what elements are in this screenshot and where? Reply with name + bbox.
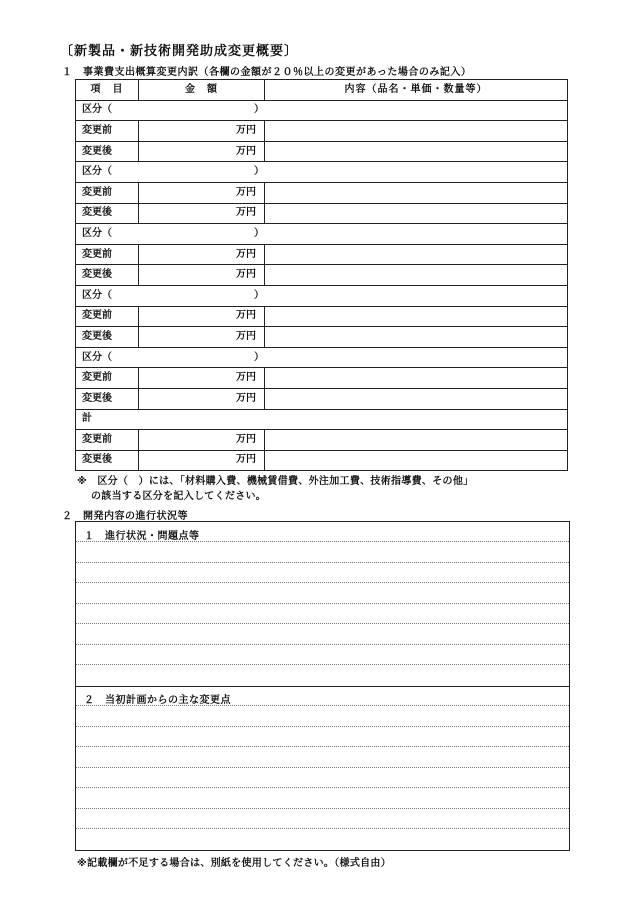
after-content (265, 141, 568, 162)
category-label: 区分（ (82, 227, 112, 239)
after-label: 変更後 (76, 388, 139, 409)
before-content (265, 368, 568, 389)
writing-line (76, 705, 569, 706)
before-amount-unit: 万円 (139, 244, 265, 265)
after-label: 変更後 (76, 265, 139, 286)
writing-line (76, 562, 569, 563)
category-row (76, 347, 568, 368)
before-row (76, 244, 568, 265)
before-amount-unit: 万円 (139, 182, 265, 203)
section1-heading: １ 事業費支出概算変更内訳（各欄の金額が２０％以上の変更があった場合のみ記入） (62, 67, 472, 78)
after-row (76, 203, 568, 224)
writing-line (76, 787, 569, 788)
writing-line (76, 603, 569, 604)
writing-line (76, 828, 569, 829)
category-note-line2: の該当する区分を記入してください。 (91, 491, 267, 502)
writing-line (76, 644, 569, 645)
after-label: 変更後 (76, 327, 139, 348)
category-close: ） (254, 351, 264, 363)
after-content (265, 388, 568, 409)
category-note-line1: ※ 区分（ ）には、「材料購入費、機械賃借費、外注加工費、技術指導費、その他」 (77, 476, 474, 487)
after-amount-unit: 万円 (139, 388, 265, 409)
category-label: 区分（ (82, 289, 112, 301)
before-row (76, 430, 568, 451)
writing-line (76, 808, 569, 809)
before-label: 変更前 (76, 368, 139, 389)
progress-box (75, 521, 570, 851)
after-content (265, 450, 568, 471)
budget-change-table (75, 79, 568, 471)
category-row (76, 162, 568, 183)
after-content (265, 203, 568, 224)
after-label: 変更後 (76, 141, 139, 162)
before-amount-unit: 万円 (139, 121, 265, 142)
category-close: ） (254, 166, 264, 178)
before-content (265, 430, 568, 451)
before-amount-unit: 万円 (139, 368, 265, 389)
before-label: 変更前 (76, 430, 139, 451)
category-close: ） (254, 104, 264, 116)
category-close: ） (254, 289, 264, 301)
before-content (265, 306, 568, 327)
after-content (265, 327, 568, 348)
before-row (76, 182, 568, 203)
after-amount-unit: 万円 (139, 327, 265, 348)
after-row (76, 141, 568, 162)
writing-line (76, 623, 569, 624)
after-amount-unit: 万円 (139, 265, 265, 286)
total-row (76, 409, 568, 430)
after-row (76, 327, 568, 348)
section2-heading: ２ 開発内容の進行状況等 (62, 511, 188, 522)
writing-line (76, 726, 569, 727)
table-header-row (76, 80, 568, 101)
before-row (76, 368, 568, 389)
before-label: 変更前 (76, 244, 139, 265)
before-label: 変更前 (76, 306, 139, 327)
category-label: 区分（ (82, 351, 112, 363)
box-divider (76, 686, 569, 687)
after-row (76, 265, 568, 286)
header-content: 内容（品名・単価・数量等） (265, 80, 568, 101)
header-item: 項 目 (76, 80, 139, 101)
before-label: 変更前 (76, 182, 139, 203)
progress-status-title: １ 進行状況・問題点等 (84, 531, 200, 542)
before-row (76, 306, 568, 327)
category-label: 区分（ (82, 166, 112, 178)
after-row (76, 450, 568, 471)
writing-line (76, 664, 569, 665)
after-amount-unit: 万円 (139, 203, 265, 224)
category-row (76, 285, 568, 306)
before-content (265, 244, 568, 265)
writing-line (76, 582, 569, 583)
after-amount-unit: 万円 (139, 450, 265, 471)
footer-note: ※記載欄が不足する場合は、別紙を使用してください。（様式自由） (77, 858, 392, 869)
after-label: 変更後 (76, 203, 139, 224)
form-title: 〔新製品・新技術開発助成変更概要〕 (60, 44, 299, 59)
category-row (76, 224, 568, 245)
before-row (76, 121, 568, 142)
total-label: 計 (76, 409, 568, 430)
before-content (265, 121, 568, 142)
after-content (265, 265, 568, 286)
before-amount-unit: 万円 (139, 306, 265, 327)
before-amount-unit: 万円 (139, 430, 265, 451)
after-amount-unit: 万円 (139, 141, 265, 162)
writing-line (76, 541, 569, 542)
writing-line (76, 767, 569, 768)
category-label: 区分（ (82, 104, 112, 116)
before-content (265, 182, 568, 203)
before-label: 変更前 (76, 121, 139, 142)
after-label: 変更後 (76, 450, 139, 471)
header-amount: 金 額 (139, 80, 265, 101)
category-row (76, 100, 568, 121)
after-row (76, 388, 568, 409)
changes-title: ２ 当初計画からの主な変更点 (84, 695, 231, 706)
writing-line (76, 746, 569, 747)
category-close: ） (254, 227, 264, 239)
